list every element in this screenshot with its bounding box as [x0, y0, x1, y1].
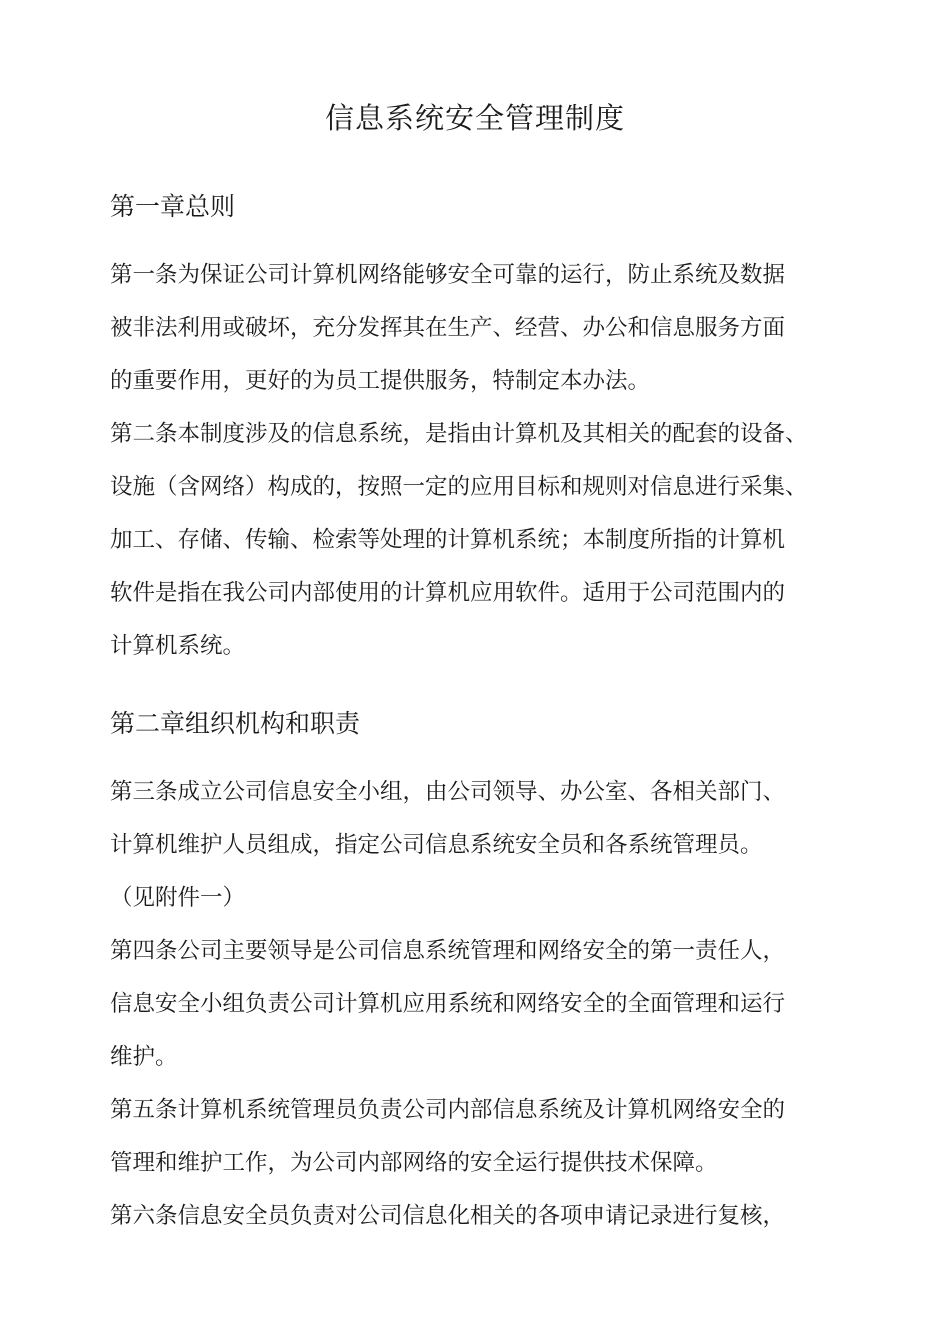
article-2-line: 第二条本制度涉及的信息系统，是指由计算机及其相关的配套的设备、	[110, 421, 808, 447]
article-2	[110, 408, 840, 673]
article-4-line: 维护。	[110, 1044, 178, 1070]
article-1	[110, 249, 840, 408]
article-6-line: 第六条信息安全员负责对公司信息化相关的各项申请记录进行复核，	[110, 1203, 786, 1229]
chapter-1-heading: 第一章总则	[110, 192, 236, 221]
article-2-line: 计算机系统。	[110, 633, 246, 659]
chapter-2-heading: 第二章组织机构和职责	[110, 709, 361, 738]
article-5-line: 管理和维护工作，为公司内部网络的安全运行提供技术保障。	[110, 1150, 718, 1176]
article-5-line: 第五条计算机系统管理员负责公司内部信息系统及计算机网络安全的	[110, 1097, 786, 1123]
article-1-line: 被非法利用或破坏，充分发挥其在生产、经营、办公和信息服务方面	[110, 315, 786, 341]
article-6	[110, 1190, 840, 1243]
document-title: 信息系统安全管理制度	[324, 101, 625, 135]
article-1-line: 第一条为保证公司计算机网络能够安全可靠的运行，防止系统及数据	[110, 262, 786, 288]
article-3-line: （见附件一）	[110, 885, 246, 911]
article-3	[110, 766, 840, 925]
article-3-line: 计算机维护人员组成，指定公司信息系统安全员和各系统管理员。	[110, 832, 763, 858]
article-5	[110, 1084, 840, 1190]
article-4	[110, 925, 840, 1084]
article-3-line: 第三条成立公司信息安全小组，由公司领导、办公室、各相关部门、	[110, 779, 786, 805]
article-4-line: 第四条公司主要领导是公司信息系统管理和网络安全的第一责任人，	[110, 938, 786, 964]
article-2-line: 加工、存储、传输、检索等处理的计算机系统；本制度所指的计算机	[110, 527, 786, 553]
article-4-line: 信息安全小组负责公司计算机应用系统和网络安全的全面管理和运行	[110, 991, 786, 1017]
article-1-line: 的重要作用，更好的为员工提供服务，特制定本办法。	[110, 368, 651, 394]
article-2-line: 设施（含网络）构成的，按照一定的应用目标和规则对信息进行采集、	[110, 474, 808, 500]
article-2-line: 软件是指在我公司内部使用的计算机应用软件。适用于公司范围内的	[110, 580, 786, 606]
